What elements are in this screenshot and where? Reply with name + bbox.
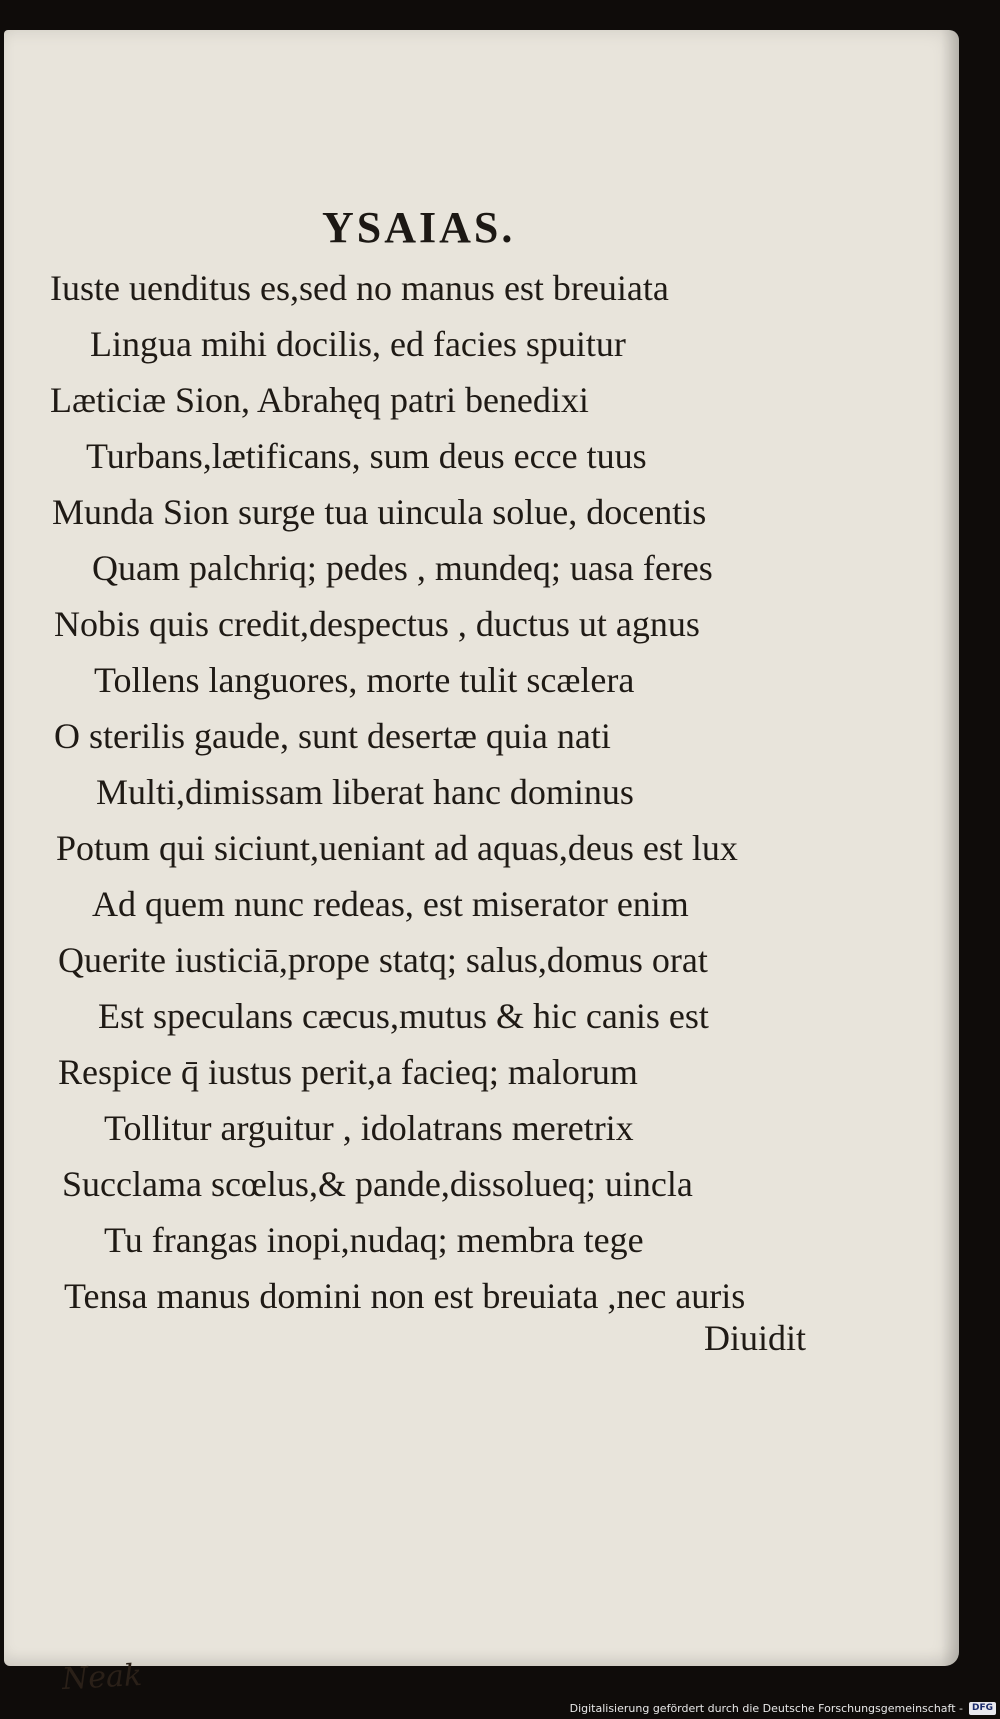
verse-line: Respice q̄ iustus perit,a facieq; malorum xyxy=(58,1052,638,1092)
verse-line: Nobis quis credit,despectus , ductus ut agnus xyxy=(54,604,700,644)
verse-line: Iuste uenditus es,sed no manus est breuiata xyxy=(50,268,669,308)
verse-line: Turbans,lætificans, sum deus ecce tuus xyxy=(86,436,647,476)
catchword: Diuidit xyxy=(704,1318,807,1358)
verse-line: Est speculans cæcus,mutus & hic canis est xyxy=(98,996,709,1036)
verse-line: Tensa manus domini non est breuiata ,nec auris xyxy=(64,1276,746,1316)
verse-line: Tollitur arguitur , idolatrans meretrix xyxy=(104,1108,634,1148)
page-heading: YSAIAS. xyxy=(322,203,516,252)
verse-line: Lingua mihi docilis, ed facies spuitur xyxy=(90,324,626,364)
verse-line: Munda Sion surge tua uincula solue, docentis xyxy=(52,492,707,532)
verse-line: Multi,dimissam liberat hanc dominus xyxy=(96,772,634,812)
handwritten-signature: Neak xyxy=(61,1657,143,1698)
dfg-logo: DFG xyxy=(969,1702,996,1715)
verse-line: Ad quem nunc redeas, est miserator enim xyxy=(92,884,689,924)
verse-line: Querite iusticiā,prope statq; salus,domus orat xyxy=(58,940,708,980)
book-page xyxy=(4,30,959,1666)
verse-line: Tu frangas inopi,nudaq; membra tege xyxy=(104,1220,644,1260)
verse-line: Potum qui siciunt,ueniant ad aquas,deus est lux xyxy=(56,828,738,868)
verse-line: O sterilis gaude, sunt desertæ quia nati xyxy=(54,716,611,756)
digitization-footer xyxy=(570,1699,996,1717)
footer-credit-text: Digitalisierung gefördert durch die Deutsche Forschungsgemeinschaft - xyxy=(569,1701,963,1715)
verse-line: Quam palchriq; pedes , mundeq; uasa feres xyxy=(92,548,713,588)
verse-line: Succlama scœlus,& pande,dissolueq; uincla xyxy=(62,1164,693,1204)
verse-line: Tollens languores, morte tulit scælera xyxy=(94,660,635,700)
verse-line: Læticiæ Sion, Abrahęq patri benedixi xyxy=(50,380,589,420)
